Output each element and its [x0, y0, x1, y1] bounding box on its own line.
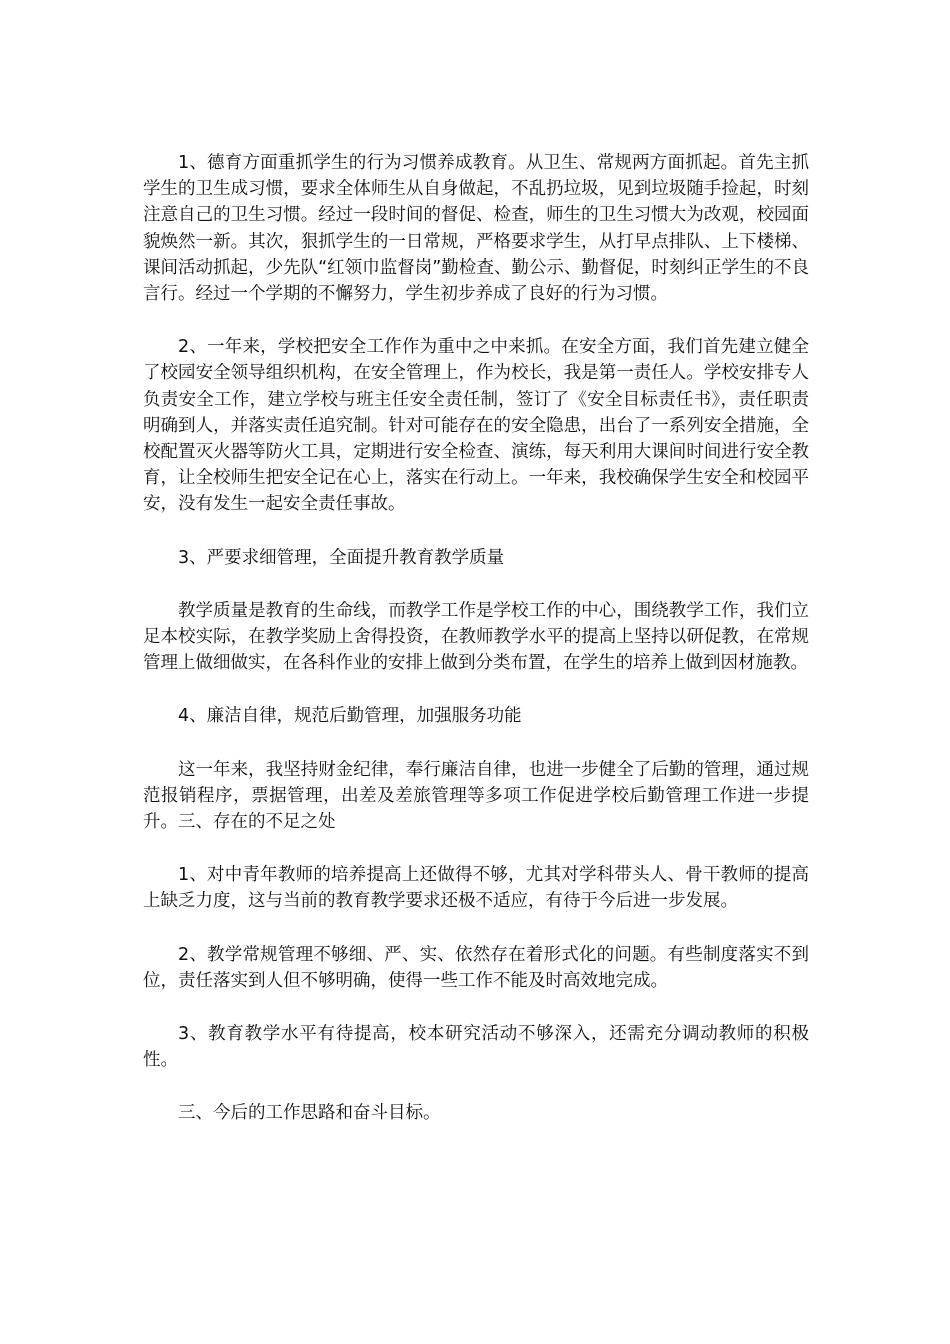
document-body	[143, 150, 809, 1154]
paragraph-shortcoming-1: 1、对中青年教师的培养提高上还做得不够，尤其对学科带头人、骨干教师的提高上缺乏力度，这与当前的教育教学要求还极不适应，有待于今后进一步发展。	[143, 865, 809, 912]
paragraph-moral-education: 1、德育方面重抓学生的行为习惯养成教育。从卫生、常规两方面抓起。首先主抓学生的卫生成习惯，要求全体师生从自身做起，不乱扔垃圾，见到垃圾随手捡起，时刻注意自己的卫生习惯。经过一段时间的督促、检查，师生的卫生习惯大为改观，校园面貌焕然一新。其次，狠抓学生的一日常规，严格要求学生，从打早点排队、上下楼梯、课间活动抓起，少先队“红领巾监督岗”勤检查、勤公示、勤督促，时刻纠正学生的不良言行。经过一个学期的不懈努力，学生初步养成了良好的行为习惯。	[143, 153, 809, 305]
paragraph-safety-work: 2、一年来，学校把安全工作作为重中之中来抓。在安全方面，我们首先建立健全了校园安全领导组织机构，在安全管理上，作为校长，我是第一责任人。学校安排专人负责安全工作，建立学校与班主任安全责任制，签订了《安全目标责任书》，责任职责明确到人，并落实责任追究制。针对可能存在的安全隐患，出台了一系列安全措施，全校配置灭火器等防火工具，定期进行安全检查、演练，每天利用大课间时间进行安全教育，让全校师生把安全记在心上，落实在行动上。一年来，我校确保学生安全和校园平安，没有发生一起安全责任事故。	[143, 337, 809, 515]
paragraph-heading-teaching-quality: 3、严要求细管理，全面提升教育教学质量	[178, 547, 505, 568]
paragraph-heading-integrity: 4、廉洁自律，规范后勤管理，加强服务功能	[178, 706, 522, 727]
paragraph-heading-future-goals: 三、今后的工作思路和奋斗目标。	[178, 1103, 441, 1124]
paragraph-shortcoming-3: 3、教育教学水平有待提高，校本研究活动不够深入，还需充分调动教师的积极性。	[143, 1024, 809, 1071]
paragraph-shortcoming-2: 2、教学常规管理不够细、严、实、依然存在着形式化的问题。有些制度落实不到位，责任落实到人但不够明确，使得一些工作不能及时高效地完成。	[143, 944, 809, 991]
paragraph-teaching-quality: 教学质量是教育的生命线，而教学工作是学校工作的中心，围绕教学工作，我们立足本校实际，在教学奖励上舍得投资，在教师教学水平的提高上坚持以研促教，在常规管理上做细做实，在各科作业的安排上做到分类布置，在学生的培养上做到因材施教。	[143, 600, 809, 674]
paragraph-integrity: 这一年来，我坚持财金纪律，奉行廉洁自律，也进一步健全了后勤的管理，通过规范报销程序，票据管理，出差及差旅管理等多项工作促进学校后勤管理工作进一步提升。三、存在的不足之处	[143, 759, 809, 833]
